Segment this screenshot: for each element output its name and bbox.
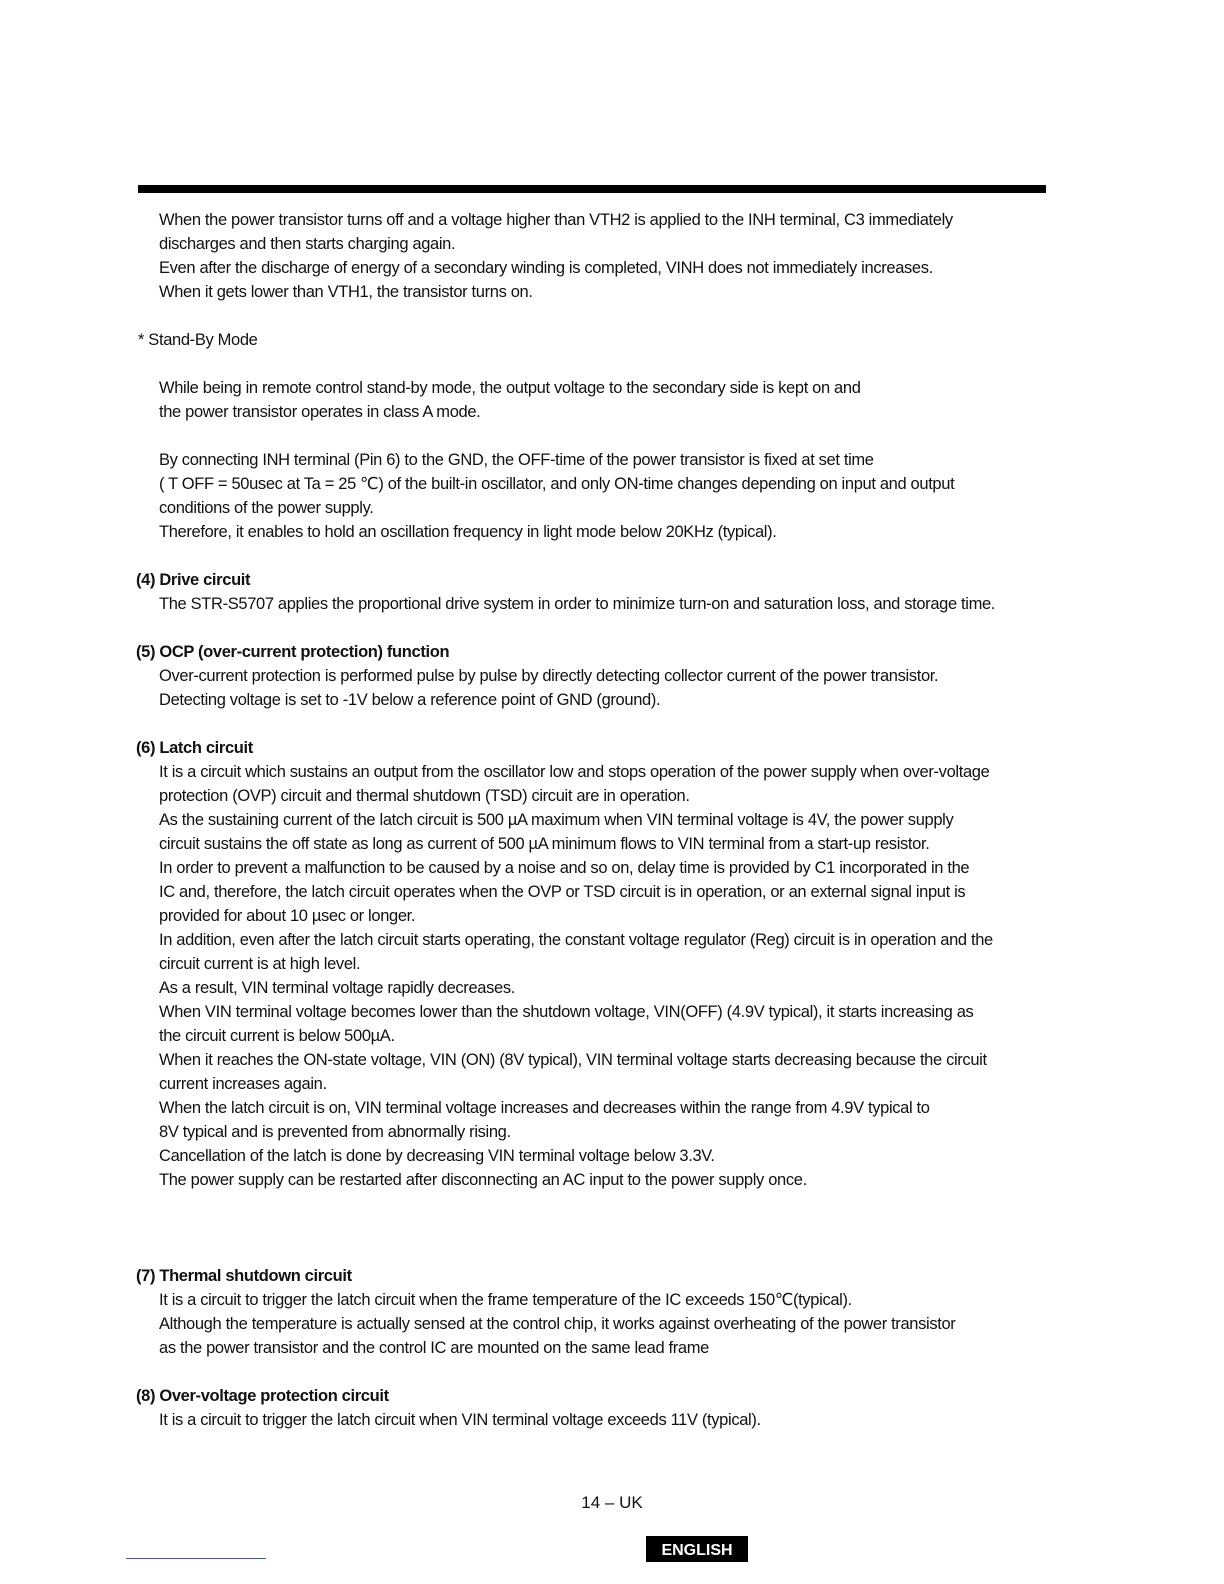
language-tab: ENGLISH — [646, 1536, 748, 1562]
text-line: When VIN terminal voltage becomes lower than the shutdown voltage, VIN(OFF) (4.9V typical), it starts increasing as — [159, 1003, 974, 1021]
text-line: Detecting voltage is set to -1V below a reference point of GND (ground). — [159, 691, 661, 709]
text-line: It is a circuit which sustains an output from the oscillator low and stops operation of the power supply when over-voltage — [159, 763, 990, 781]
text-line: current increases again. — [159, 1075, 327, 1093]
text-line: By connecting INH terminal (Pin 6) to the GND, the OFF-time of the power transistor is fixed at set time — [159, 451, 874, 469]
text-line: Cancellation of the latch is done by decreasing VIN terminal voltage below 3.3V. — [159, 1147, 715, 1165]
text-line: provided for about 10 µsec or longer. — [159, 907, 416, 925]
standby-paragraph-2 — [136, 448, 1051, 544]
text-line: When it reaches the ON-state voltage, VIN (ON) (8V typical), VIN terminal voltage starts decreasing because the circuit — [159, 1051, 987, 1069]
ovp-heading: (8) Over-voltage protection circuit — [136, 1387, 389, 1405]
text-line: the power transistor operates in class A mode. — [159, 403, 481, 421]
document-body — [136, 208, 1051, 1432]
text-line: protection (OVP) circuit and thermal shutdown (TSD) circuit are in operation. — [159, 787, 690, 805]
thermal-heading: (7) Thermal shutdown circuit — [136, 1267, 352, 1285]
latch-heading: (6) Latch circuit — [136, 739, 253, 757]
ovp-paragraph — [136, 1408, 1051, 1432]
text-line: In order to prevent a malfunction to be caused by a noise and so on, delay time is provided by C1 incorporated in the — [159, 859, 970, 877]
top-rule — [138, 185, 1046, 193]
text-line: discharges and then starts charging again. — [159, 235, 456, 253]
bottom-rule — [126, 1558, 266, 1559]
text-line: as the power transistor and the control IC are mounted on the same lead frame — [159, 1339, 709, 1357]
ocp-heading: (5) OCP (over-current protection) function — [136, 643, 450, 661]
text-line: As a result, VIN terminal voltage rapidly decreases. — [159, 979, 515, 997]
page-number: 14 – UK — [581, 1493, 643, 1512]
text-line: ( T OFF = 50usec at Ta = 25 ℃) of the built-in oscillator, and only ON-time changes depending on input and output — [159, 475, 955, 493]
text-line: In addition, even after the latch circuit starts operating, the constant voltage regulator (Reg) circuit is in operation and the — [159, 931, 993, 949]
standby-paragraph-1 — [136, 376, 1051, 424]
text-line: 8V typical and is prevented from abnormally rising. — [159, 1123, 511, 1141]
latch-paragraph — [136, 760, 1051, 1192]
text-line: circuit sustains the off state as long as current of 500 µA minimum flows to VIN terminal from a start-up resistor. — [159, 835, 930, 853]
text-line: When the latch circuit is on, VIN terminal voltage increases and decreases within the range from 4.9V typical to — [159, 1099, 930, 1117]
standby-heading: * Stand-By Mode — [138, 331, 258, 349]
text-line: conditions of the power supply. — [159, 499, 374, 517]
thermal-paragraph — [136, 1288, 1051, 1360]
text-line: circuit current is at high level. — [159, 955, 361, 973]
text-line: It is a circuit to trigger the latch circuit when VIN terminal voltage exceeds 11V (typical). — [159, 1411, 761, 1429]
drive-paragraph — [136, 592, 1051, 616]
text-line: The power supply can be restarted after disconnecting an AC input to the power supply once. — [159, 1171, 807, 1189]
ocp-paragraph — [136, 664, 1051, 712]
intro-paragraph — [136, 208, 1051, 304]
text-line: the circuit current is below 500µA. — [159, 1027, 395, 1045]
drive-heading: (4) Drive circuit — [136, 571, 251, 589]
text-line: Therefore, it enables to hold an oscillation frequency in light mode below 20KHz (typical). — [159, 523, 777, 541]
text-line: IC and, therefore, the latch circuit operates when the OVP or TSD circuit is in operation, or an external signal input is — [159, 883, 966, 901]
text-line: When it gets lower than VTH1, the transistor turns on. — [159, 283, 533, 301]
text-line: It is a circuit to trigger the latch circuit when the frame temperature of the IC exceeds 150℃(typical). — [159, 1291, 852, 1309]
text-line: The STR-S5707 applies the proportional drive system in order to minimize turn-on and saturation loss, and storage time. — [159, 595, 996, 613]
text-line: Over-current protection is performed pulse by pulse by directly detecting collector current of the power transistor. — [159, 667, 939, 685]
text-line: While being in remote control stand-by mode, the output voltage to the secondary side is kept on and — [159, 379, 861, 397]
text-line: When the power transistor turns off and a voltage higher than VTH2 is applied to the INH terminal, C3 immediately — [159, 211, 953, 229]
text-line: Although the temperature is actually sensed at the control chip, it works against overheating of the power transistor — [159, 1315, 956, 1333]
text-line: Even after the discharge of energy of a secondary winding is completed, VINH does not immediately increases. — [159, 259, 933, 277]
text-line: As the sustaining current of the latch circuit is 500 µA maximum when VIN terminal voltage is 4V, the power supply — [159, 811, 954, 829]
